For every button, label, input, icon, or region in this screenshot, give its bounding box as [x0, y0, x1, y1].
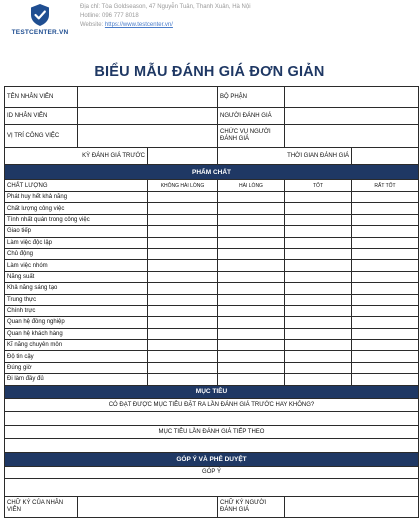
- rating-cell-unsatisfied[interactable]: [148, 237, 218, 248]
- rating-cell-excellent[interactable]: [352, 374, 419, 385]
- rating-cell-satisfied[interactable]: [218, 283, 285, 294]
- rating-cell-unsatisfied[interactable]: [148, 260, 218, 271]
- quality-item-label: Giao tiếp: [5, 226, 148, 237]
- table-row: [5, 192, 419, 203]
- rating-cell-satisfied[interactable]: [218, 192, 285, 203]
- rating-cell-excellent[interactable]: [352, 226, 419, 237]
- employee-id-field[interactable]: [78, 108, 218, 125]
- rating-cell-unsatisfied[interactable]: [148, 362, 218, 373]
- table-row: [5, 362, 419, 373]
- position-label: VỊ TRÍ CÔNG VIỆC: [5, 125, 78, 148]
- rating-cell-good[interactable]: [285, 340, 352, 351]
- letterhead: [0, 0, 419, 44]
- signature-row: [5, 496, 419, 517]
- rating-cell-good[interactable]: [285, 374, 352, 385]
- rating-cell-good[interactable]: [285, 192, 352, 203]
- rating-cell-unsatisfied[interactable]: [148, 192, 218, 203]
- quality-item-label: Làm việc độc lập: [5, 237, 148, 248]
- rating-cell-good[interactable]: [285, 317, 352, 328]
- table-row: [5, 226, 419, 237]
- table-row: [5, 248, 419, 259]
- table-row: [5, 317, 419, 328]
- rating-cell-good[interactable]: [285, 203, 352, 214]
- rating-cell-unsatisfied[interactable]: [148, 374, 218, 385]
- rating-cell-satisfied[interactable]: [218, 237, 285, 248]
- rating-cell-excellent[interactable]: [352, 294, 419, 305]
- rating-cell-good[interactable]: [285, 226, 352, 237]
- position-field[interactable]: [78, 125, 218, 148]
- rating-cell-good[interactable]: [285, 283, 352, 294]
- quality-item-label: Khả năng sáng tạo: [5, 283, 148, 294]
- quality-item-label: Kĩ năng chuyên môn: [5, 340, 148, 351]
- comments-field[interactable]: [5, 478, 419, 496]
- company-logo: [6, 3, 74, 39]
- goals-section-header: MỤC TIÊU: [5, 385, 419, 398]
- quality-item-label: Chính trực: [5, 305, 148, 316]
- comments-label: GÓP Ý: [5, 466, 419, 478]
- rating-cell-unsatisfied[interactable]: [148, 340, 218, 351]
- quality-items: [5, 192, 419, 386]
- address-text: Địa chỉ: Tòa Goldseason, 47 Nguyễn Tuân, Thanh Xuân, Hà Nội: [80, 4, 251, 10]
- rating-cell-excellent[interactable]: [352, 317, 419, 328]
- rating-cell-excellent[interactable]: [352, 351, 419, 362]
- table-row: [5, 271, 419, 282]
- rating-cell-excellent[interactable]: [352, 260, 419, 271]
- rating-cell-good[interactable]: [285, 294, 352, 305]
- goals-question-row: [5, 398, 419, 411]
- rating-cell-satisfied[interactable]: [218, 340, 285, 351]
- rating-cell-excellent[interactable]: [352, 203, 419, 214]
- rating-cell-unsatisfied[interactable]: [148, 305, 218, 316]
- shield-check-icon: [29, 3, 51, 27]
- employee-id-label: ID NHÂN VIÊN: [5, 108, 78, 125]
- rating-cell-satisfied[interactable]: [218, 248, 285, 259]
- rating-cell-unsatisfied[interactable]: [148, 248, 218, 259]
- rating-cell-excellent[interactable]: [352, 192, 419, 203]
- evaluator-signature-label: CHỮ KÝ NGƯỜI ĐÁNH GIÁ: [218, 496, 285, 517]
- table-row: [5, 294, 419, 305]
- goals-answer-row: [5, 411, 419, 425]
- rating-cell-satisfied[interactable]: [218, 305, 285, 316]
- rating-cell-unsatisfied[interactable]: [148, 214, 218, 225]
- goals-question-label: CÓ ĐẠT ĐƯỢC MỤC TIÊU ĐẶT RA LẦN ĐÁNH GIÁ TRƯỚC HAY KHÔNG?: [5, 398, 419, 411]
- goals-answer-field[interactable]: [5, 411, 419, 425]
- rating-cell-unsatisfied[interactable]: [148, 203, 218, 214]
- rating-cell-excellent[interactable]: [352, 340, 419, 351]
- feedback-section-row: [5, 452, 419, 466]
- quality-header-row: [5, 180, 419, 192]
- table-row: [5, 237, 419, 248]
- evaluation-time-field[interactable]: [352, 148, 419, 165]
- goals-section-row: [5, 385, 419, 398]
- rating-cell-good[interactable]: [285, 214, 352, 225]
- table-row: [5, 260, 419, 271]
- next-goals-field[interactable]: [5, 438, 419, 452]
- quality-column-header: CHẤT LƯỢNG: [5, 180, 148, 192]
- quality-section-header: PHẨM CHẤT: [5, 165, 419, 180]
- rating-cell-good[interactable]: [285, 248, 352, 259]
- rating-cell-satisfied[interactable]: [218, 374, 285, 385]
- quality-section-row: [5, 165, 419, 180]
- quality-item-label: Phát huy hết khả năng: [5, 192, 148, 203]
- employee-signature-field[interactable]: [78, 496, 218, 517]
- rating-cell-good[interactable]: [285, 271, 352, 282]
- rating-header-satisfied: HÀI LÒNG: [218, 180, 285, 192]
- table-row: [5, 305, 419, 316]
- info-row-4: [5, 148, 419, 165]
- quality-item-label: Chủ động: [5, 248, 148, 259]
- rating-cell-excellent[interactable]: [352, 362, 419, 373]
- rating-cell-satisfied[interactable]: [218, 294, 285, 305]
- rating-cell-unsatisfied[interactable]: [148, 226, 218, 237]
- rating-cell-excellent[interactable]: [352, 283, 419, 294]
- rating-header-good: TỐT: [285, 180, 352, 192]
- evaluator-title-label: CHỨC VỤ NGƯỜI ĐÁNH GIÁ: [218, 125, 285, 148]
- quality-item-label: Trung thực: [5, 294, 148, 305]
- rating-cell-excellent[interactable]: [352, 271, 419, 282]
- rating-cell-satisfied[interactable]: [218, 328, 285, 339]
- rating-cell-good[interactable]: [285, 328, 352, 339]
- rating-cell-satisfied[interactable]: [218, 362, 285, 373]
- next-goals-label: MỤC TIÊU LẦN ĐÁNH GIÁ TIẾP THEO: [5, 425, 419, 438]
- rating-cell-unsatisfied[interactable]: [148, 283, 218, 294]
- website-link[interactable]: https://www.testcenter.vn/: [104, 22, 173, 28]
- rating-cell-good[interactable]: [285, 260, 352, 271]
- info-row-3: [5, 125, 419, 148]
- evaluator-label: NGƯỜI ĐÁNH GIÁ: [218, 108, 285, 125]
- rating-cell-unsatisfied[interactable]: [148, 294, 218, 305]
- rating-cell-excellent[interactable]: [352, 328, 419, 339]
- contact-info: [80, 3, 251, 30]
- previous-period-label: KỲ ĐÁNH GIÁ TRƯỚC: [5, 148, 148, 165]
- rating-cell-satisfied[interactable]: [218, 317, 285, 328]
- rating-cell-satisfied[interactable]: [218, 271, 285, 282]
- quality-item-label: Đúng giờ: [5, 362, 148, 373]
- employee-name-label: TÊN NHÂN VIÊN: [5, 87, 78, 108]
- website-label: Website:: [80, 22, 105, 28]
- quality-item-label: Tính nhất quán trong công việc: [5, 214, 148, 225]
- quality-item-label: Làm việc nhóm: [5, 260, 148, 271]
- department-label: BỘ PHẬN: [218, 87, 285, 108]
- employee-name-field[interactable]: [78, 87, 218, 108]
- quality-item-label: Chất lượng công việc: [5, 203, 148, 214]
- logo-text: TESTCENTER.VN: [11, 29, 69, 36]
- table-row: [5, 283, 419, 294]
- rating-cell-unsatisfied[interactable]: [148, 351, 218, 362]
- quality-item-label: Năng suất: [5, 271, 148, 282]
- department-field[interactable]: [285, 87, 419, 108]
- rating-cell-excellent[interactable]: [352, 305, 419, 316]
- rating-header-excellent: RẤT TỐT: [352, 180, 419, 192]
- table-row: [5, 374, 419, 385]
- rating-cell-satisfied[interactable]: [218, 203, 285, 214]
- rating-cell-excellent[interactable]: [352, 237, 419, 248]
- website-line: [80, 21, 251, 30]
- previous-period-field[interactable]: [148, 148, 218, 165]
- rating-cell-good[interactable]: [285, 362, 352, 373]
- rating-cell-satisfied[interactable]: [218, 260, 285, 271]
- next-goals-row: [5, 425, 419, 438]
- feedback-section-header: GÓP Ý VÀ PHÊ DUYỆT: [5, 452, 419, 466]
- rating-header-unsatisfied: KHÔNG HÀI LÒNG: [148, 180, 218, 192]
- employee-signature-label: CHỮ KÝ CỦA NHÂN VIÊN: [5, 496, 78, 517]
- evaluator-field[interactable]: [285, 108, 419, 125]
- rating-cell-satisfied[interactable]: [218, 351, 285, 362]
- table-row: [5, 328, 419, 339]
- evaluator-signature-field[interactable]: [285, 496, 419, 517]
- rating-cell-excellent[interactable]: [352, 248, 419, 259]
- table-row: [5, 214, 419, 225]
- quality-item-label: Đi làm đầy đủ: [5, 374, 148, 385]
- rating-cell-excellent[interactable]: [352, 214, 419, 225]
- rating-cell-unsatisfied[interactable]: [148, 328, 218, 339]
- rating-cell-satisfied[interactable]: [218, 226, 285, 237]
- evaluation-table: [4, 86, 419, 518]
- rating-cell-good[interactable]: [285, 305, 352, 316]
- rating-cell-good[interactable]: [285, 351, 352, 362]
- rating-cell-unsatisfied[interactable]: [148, 271, 218, 282]
- rating-cell-unsatisfied[interactable]: [148, 317, 218, 328]
- next-goals-answer-row: [5, 438, 419, 452]
- rating-cell-satisfied[interactable]: [218, 214, 285, 225]
- table-row: [5, 203, 419, 214]
- rating-cell-good[interactable]: [285, 237, 352, 248]
- evaluator-title-field[interactable]: [285, 125, 419, 148]
- info-row-2: [5, 108, 419, 125]
- table-row: [5, 340, 419, 351]
- table-row: [5, 351, 419, 362]
- quality-item-label: Quan hệ đồng nghiệp: [5, 317, 148, 328]
- hotline-text: Hotline: 096 777 8018: [80, 13, 139, 19]
- quality-item-label: Độ tin cậy: [5, 351, 148, 362]
- evaluation-time-label: THỜI GIAN ĐÁNH GIÁ: [218, 148, 352, 165]
- comments-answer-row: [5, 478, 419, 496]
- quality-item-label: Quan hệ khách hàng: [5, 328, 148, 339]
- info-row-1: [5, 87, 419, 108]
- comments-row: [5, 466, 419, 478]
- page-title: BIỂU MẪU ĐÁNH GIÁ ĐƠN GIẢN: [94, 64, 325, 80]
